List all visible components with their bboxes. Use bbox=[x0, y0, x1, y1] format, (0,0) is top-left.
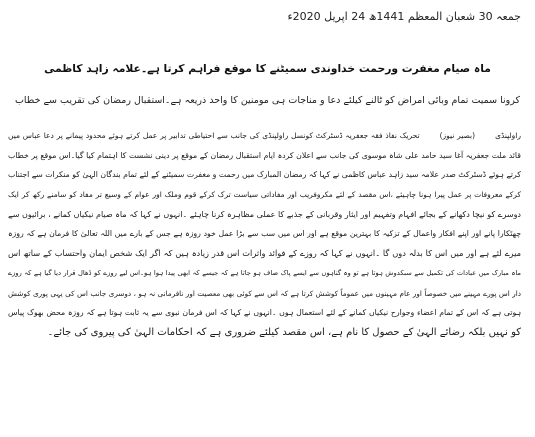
body-line-6: چھٹکارا پانے اور اپنے افکار واعمال کے تزکیہ کا بہترین موقع ہے اور اس میں سب سے بڑا عمل خود روزہ ہے جس کے بارے میں اللہ تعالیٰ کا فرمان ہے کہ روزہ bbox=[8, 229, 521, 239]
body-line-9: دار اس پورے مہینے میں خصوصاً اور عام مہینوں میں عموماً کوشش کرتا ہے کہ اس سے کوئی بھی معصیت اور نافرمانی نہ ہو ، دوسری جانب اس کی یہی پوری کوشش bbox=[8, 288, 521, 298]
body-line-4: کرکے معروفات پر عمل پیرا ہونا چاہیئے ،اس مقصد کے لئے مکروفریب اور مفاداتی سیاست ترک کرکے قوم وملک اور عوام کے وسیع تر مفاد کو سامنے رکھ کر ایک bbox=[8, 190, 521, 200]
body-line-1-text: تحریک نفاذ فقہ جعفریہ ڈسٹرکٹ کونسل راولپنڈی کی جانب سے احتیاطی تدابیر پر عمل کرتے ہوئے محدود پیمانے پر دعا عباس میں bbox=[8, 131, 420, 140]
body-line-7: میرے لئے ہے اور میں اس کا بدلہ دوں گا ۔انہوں نے کہا کہ روزے کے فوائد واثرات اس قدر زیادہ ہیں کہ اگر ایک شخص ایمان واحتساب کے ساتھ اس bbox=[8, 248, 521, 259]
article-body bbox=[8, 128, 521, 345]
body-line-3: کرتے ہوئے ڈسٹرکٹ صدر علامہ سید زاہد عباس کاظمی نے کہا کہ رمضان المبارک میں رحمت و مغفرت سمیٹنے کے لئے تمام بندگان الہیٰ کو منکرات سے اجتناب bbox=[8, 170, 521, 180]
body-line-10: ہوتی ہے کہ اس کے تمام اعضاء وجوارح نیکیاں کمانے کے لئے استعمال ہوں ۔انہوں نے کہا کہ اس فرمان نبوی سے یہ ثابت ہوتا ہے کہ روزہ محض بھوک پیاس bbox=[8, 308, 521, 318]
article-place: راولپنڈی bbox=[495, 131, 521, 140]
dateline: جمعہ 30 شعبان المعظم 1441ھ 24 اپریل 2020ء bbox=[287, 10, 521, 23]
body-line-5: دوسرے کو نیچا دکھانے کے بجائے افہام وتفہیم اور ایثار وقربانی کے جذبے کا عملی مظاہرہ کرنا چاہئے ۔انہوں نے کہا کہ ماہ صیام نیکیاں کمانے ، برائیوں سے bbox=[8, 209, 521, 219]
article-source: (بصیر نیوز) bbox=[439, 131, 476, 140]
body-line-2: قائد ملت جعفریہ آغا سید حامد علی شاہ موسوی کی جانب سے اعلان کردہ ایام استقبال رمضان کے موقع پر دینی نشست کا اہتمام کیا گیا۔اس موقع پر خطاب bbox=[8, 150, 521, 160]
headline: ماہ صیام مغفرت ورحمت خداوندی سمیٹنے کا موقع فراہم کرتا ہے۔علامہ زاہد کاظمی bbox=[44, 62, 491, 75]
body-line-1 bbox=[8, 128, 521, 148]
body-line-11: کو نہیں بلکہ رضائے الہیٰ کے حصول کا نام ہے، اس مقصد کیلئے ضروری ہے کہ احکامات الہیٰ کی پیروی کی جائے۔ bbox=[47, 326, 521, 338]
subheadline: کرونا سمیت تمام وبائی امراض کو ٹالنے کیلئے دعا و مناجات ہی مومنین کا واحد ذریعہ ہے۔استقبال رمضان کی تقریب سے خطاب bbox=[14, 95, 521, 106]
body-line-8: ماہ مبارک میں عبادات کی تکمیل سے سبکدوش ہوتا ہے تو وہ گناہوں سے ایسے پاک صاف ہو جاتا ہے کہ جیسے کہ ابھی پیدا ہوا ہو۔اس لیے روزے کو ڈھال قرار دیا گیا ہے کہ روزے bbox=[8, 268, 521, 277]
